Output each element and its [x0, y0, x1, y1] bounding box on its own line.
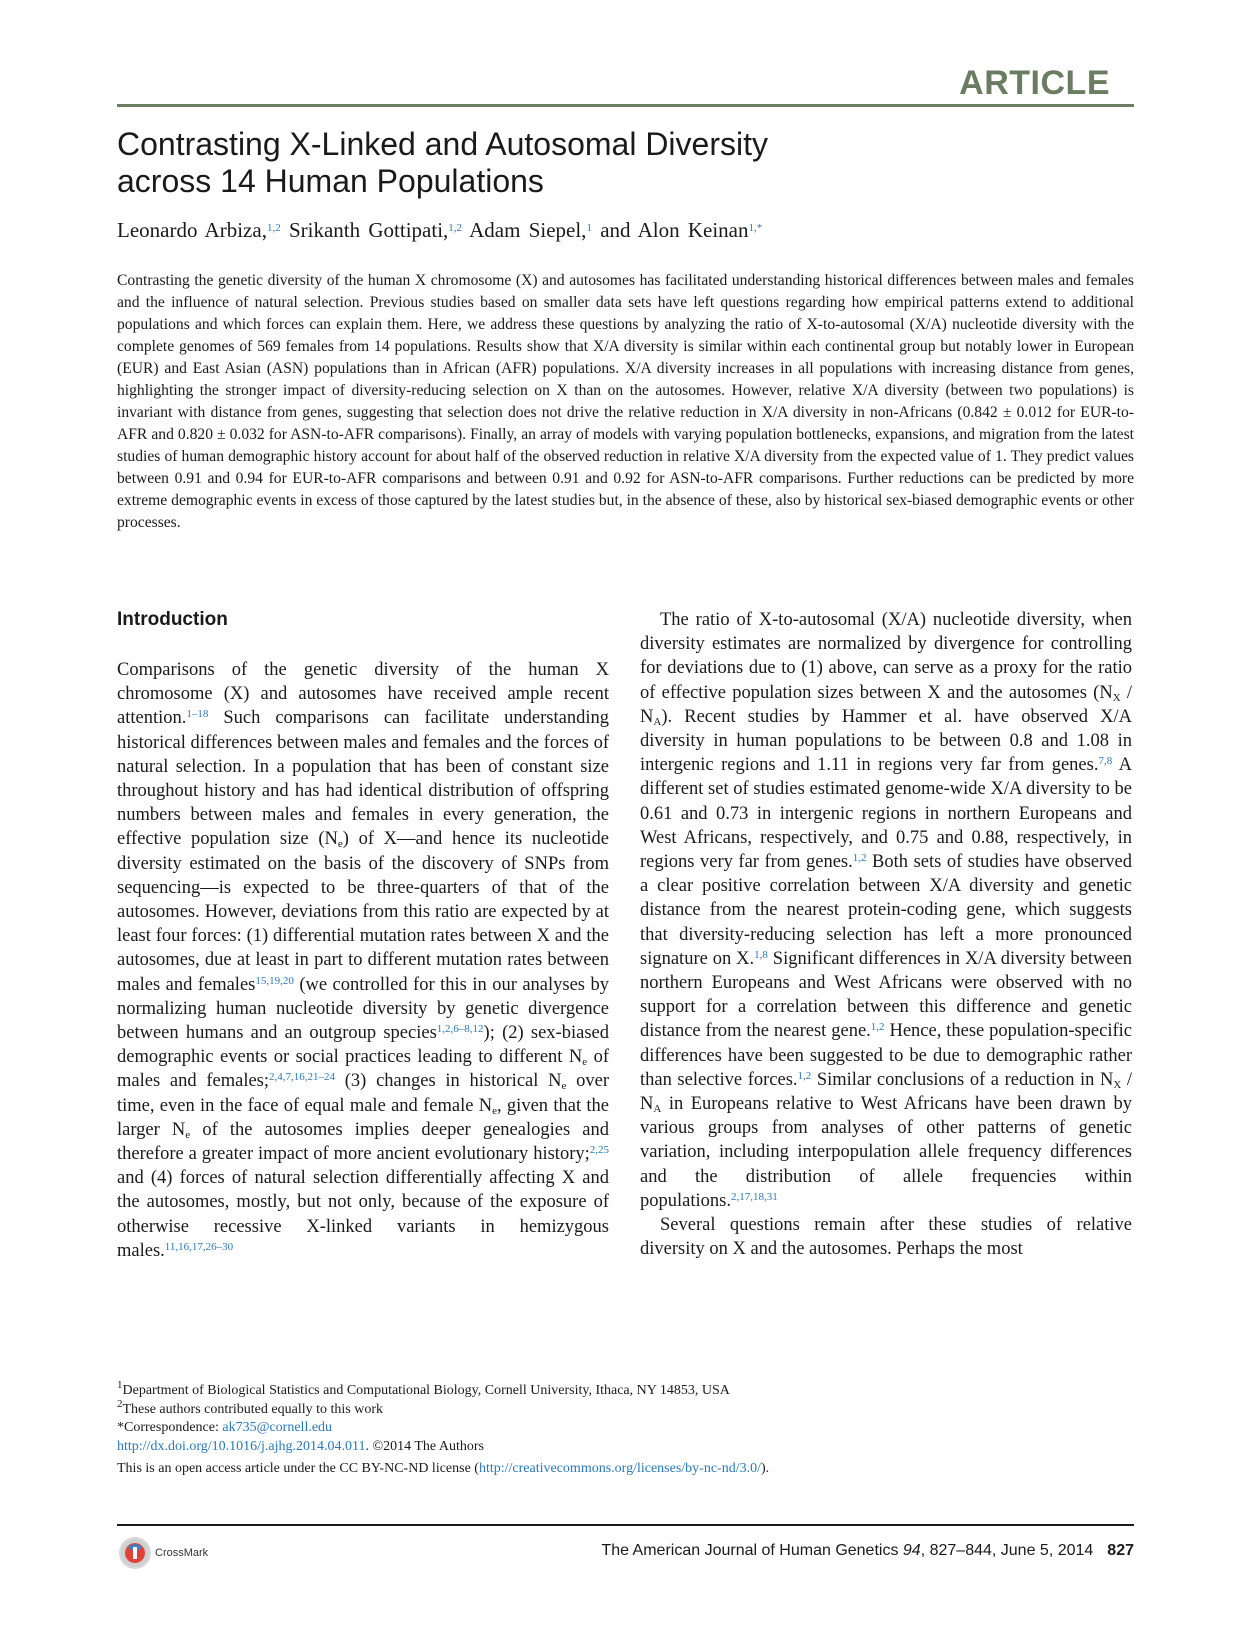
text-run: ). Recent studies by Hammer et al. have observed X/A diversity in human populations to be between 0.8 and 1.08 in intergenic regions and 1.11 in regions very far from genes.: [640, 706, 1132, 776]
body-paragraph: [640, 608, 1132, 1213]
journal-citation: [601, 1542, 1134, 1560]
citation-link[interactable]: 1,2: [852, 852, 867, 865]
text-run: The ratio of X-to-autosomal (X/A) nucleotide diversity, when diversity estimates are normalized by divergence for controlling for deviations due to (1) above, can serve as a proxy for the ratio of effective population sizes between X and the autosomes (N: [640, 610, 1132, 703]
text-run: and (4) forces of natural selection differentially affecting X and the autosomes, mostly, but not only, because of the exposure of otherwise recessive X-linked variants in hemizygous males.: [117, 1168, 609, 1261]
section-heading-introduction: Introduction: [117, 609, 228, 630]
subscript: A: [653, 715, 662, 728]
author-name: and Alon Keinan: [600, 218, 749, 242]
citation-link[interactable]: 1–18: [186, 708, 209, 721]
affiliation-footnote: [117, 1379, 1134, 1401]
footnote-text: Department of Biological Statistics and Computational Biology, Cornell University, Ithaca, NY 14853, USA: [122, 1383, 730, 1398]
text-run: Hence, these population-specific differences have been suggested to be due to demographic rather than selective forces.: [640, 1021, 1133, 1090]
license-text: ).: [760, 1461, 770, 1476]
affiliation-link[interactable]: 1,2: [266, 222, 281, 234]
text-run: ) of X—and hence its nucleotide diversity estimated on the basis of the discovery of SNPs from sequencing—is expected to be three-quarters of that of the autosomes. However, deviations from this ratio are expected by at least four forces: (1) differential mutation rates between X and the autosomes, due at least in part to different mutation rates between males and females: [117, 829, 609, 995]
subscript: X: [1112, 691, 1121, 704]
doi-line: [117, 1438, 1134, 1457]
text-run: / N: [640, 682, 1133, 727]
doi-link[interactable]: http://dx.doi.org/10.1016/j.ajhg.2014.04.011: [117, 1438, 366, 1454]
title-line-2: across 14 Human Populations: [117, 163, 544, 199]
footnote-mark: 2: [117, 1397, 123, 1410]
license-link[interactable]: http://creativecommons.org/licenses/by-nc-nd/3.0/: [478, 1461, 761, 1476]
affiliation-link[interactable]: 1,2: [448, 222, 463, 234]
citation-link[interactable]: 2,25: [589, 1144, 609, 1157]
citation-link[interactable]: 1,2,6–8,12: [436, 1023, 484, 1036]
abstract: Contrasting the genetic diversity of the human X chromosome (X) and autosomes has facilitated understanding historical differences between males and females and the influence of natural selection. Previous studies based on smaller data sets have left questions regarding how empirical patterns extend to additional populations and which forces can explain them. Here, we address these questions by analyzing the ratio of X-to-autosomal (X/A) nucleotide diversity with the complete genomes of 569 females from 14 populations. Results show that X/A diversity is similar within each continental group but notably lower in European (EUR) and East Asian (ASN) populations than in African (AFR) populations. X/A diversity increases in all populations with increasing distance from genes, highlighting the stronger impact of diversity-reducing selection on X than on the autosomes. However, relative X/A diversity (between two populations) is invariant with distance from genes, suggesting that selection does not drive the relative reduction in X/A diversity in non-Africans (0.842 ± 0.012 for EUR-to-AFR and 0.820 ± 0.032 for ASN-to-AFR comparisons). Finally, an array of models with varying population bottlenecks, expansions, and migration from the latest studies of human demographic history account for about half of the observed reduction in relative X/A diversity from the expected value of 1. They predict values between 0.91 and 0.94 for EUR-to-AFR comparisons and between 0.91 and 0.92 for ASN-to-AFR comparisons. Further reductions can be predicted by more extreme demographic events in excess of those captured by the latest studies but, in the absence of these, also by historical sex-biased demographic events or other processes.: [117, 272, 1134, 531]
text-run: of males and females;: [117, 1047, 609, 1092]
text-run: , given that the larger N: [117, 1095, 609, 1140]
text-run: Significant differences in X/A diversity between northern Europeans and West Africans were observed with no support for a correlation between this difference and genetic distance from the nearest gene.: [640, 948, 1132, 1042]
license-line: [117, 1460, 1134, 1479]
left-column: [117, 608, 609, 1263]
text-run: in Europeans relative to West Africans have been drawn by various groups from analyses of other patterns of genetic variation, including interpopulation allele frequency differences and the distribution of allele frequencies within populations.: [640, 1094, 1132, 1211]
subscript: e: [337, 838, 343, 851]
footnote-text: These authors contributed equally to this work: [122, 1401, 383, 1417]
citation-link[interactable]: 15,19,20: [255, 974, 294, 987]
copyright-text: . ©2014 The Authors: [365, 1438, 484, 1454]
citation-link[interactable]: 11,16,17,26–30: [164, 1240, 234, 1253]
citation-link[interactable]: 1,2: [797, 1069, 812, 1082]
subscript: X: [1113, 1078, 1122, 1091]
equal-contribution-footnote: [117, 1397, 1134, 1420]
body-paragraph: Several questions remain after these studies of relative diversity on X and the autosomes. Perhaps the most: [640, 1215, 1132, 1260]
citation-link[interactable]: 1,2: [870, 1021, 885, 1034]
correspondence-footnote: [117, 1419, 1134, 1438]
page-number: 827: [1107, 1542, 1134, 1559]
journal-pages-date: , 827–844, June 5, 2014: [920, 1542, 1094, 1559]
article-title: [117, 126, 877, 200]
subscript: e: [561, 1080, 567, 1093]
right-column: [640, 608, 1132, 1261]
license-text: This is an open access article under the CC BY-NC-ND license (: [117, 1461, 479, 1476]
title-line-1: Contrasting X-Linked and Autosomal Diversity: [117, 126, 768, 162]
header-rule: [117, 104, 1134, 107]
text-run: / N: [640, 1069, 1133, 1115]
subscript: e: [185, 1128, 191, 1141]
footnote-text: *Correspondence:: [117, 1420, 223, 1435]
article-type-label: ARTICLE: [959, 64, 1110, 102]
affiliation-link[interactable]: 1,*: [748, 222, 763, 234]
text-run: A different set of studies estimated genome-wide X/A diversity to be 0.61 and 0.73 in intergenic regions in northern Europeans and West Africans, respectively, and 0.75 and 0.88, respectively, in regions very far from genes.: [640, 755, 1132, 873]
text-run: of the autosomes implies deeper genealogies and therefore a greater impact of more ancient evolutionary history;: [117, 1119, 609, 1165]
footer-rule: [117, 1524, 1134, 1526]
author-list: [117, 218, 762, 243]
subscript: e: [582, 1056, 588, 1069]
crossmark-label: CrossMark: [155, 1547, 209, 1559]
crossmark-icon: [119, 1537, 151, 1569]
intro-paragraph: [117, 658, 609, 1263]
affiliation-link[interactable]: 1: [586, 222, 592, 234]
text-run: (3) changes in historical N: [335, 1071, 562, 1092]
footnotes: [117, 1379, 1134, 1479]
text-run: ); (2) sex-biased demographic events or social practices leading to different N: [117, 1023, 609, 1068]
text-run: Both sets of studies have observed a clear positive correlation between X/A diversity and genetic distance from the nearest protein-coding gene, which suggests that diversity-reducing selection has left a more pronounced signature on X.: [640, 852, 1132, 969]
citation-link[interactable]: 2,17,18,31: [730, 1190, 778, 1203]
author-name: Adam Siepel,: [469, 218, 587, 242]
journal-name: The American Journal of Human Genetics: [601, 1542, 903, 1559]
journal-volume: 94: [902, 1542, 921, 1559]
correspondence-email-link[interactable]: ak735@cornell.edu: [222, 1420, 333, 1435]
author-name: Srikanth Gottipati,: [288, 218, 449, 242]
citation-link[interactable]: 1,8: [754, 948, 768, 961]
author-name: Leonardo Arbiza,: [117, 218, 267, 242]
subscript: A: [653, 1103, 662, 1116]
text-run: (we controlled for this in our analyses by normalizing human nucleotide diversity by genetic divergence between humans and an outgroup species: [117, 974, 609, 1044]
citation-link[interactable]: 7,8: [1098, 755, 1113, 768]
text-run: Such comparisons can facilitate understanding historical differences between males and females and the forces of natural selection. In a population that has been of constant size throughout history and has had identical distribution of offspring numbers between males and females in every generation, the effective population size (N: [117, 708, 609, 850]
citation-link[interactable]: 2,4,7,16,21–24: [269, 1071, 336, 1084]
text-run: Similar conclusions of a reduction in N: [811, 1069, 1114, 1090]
text-run: over time, even in the face of equal male and female N: [117, 1071, 609, 1116]
crossmark-badge[interactable]: [119, 1535, 208, 1571]
text-run: Comparisons of the genetic diversity of the human X chromosome (X) and autosomes have received ample recent attention.: [117, 660, 609, 729]
subscript: e: [492, 1104, 497, 1117]
footnote-mark: 1: [117, 1379, 123, 1391]
